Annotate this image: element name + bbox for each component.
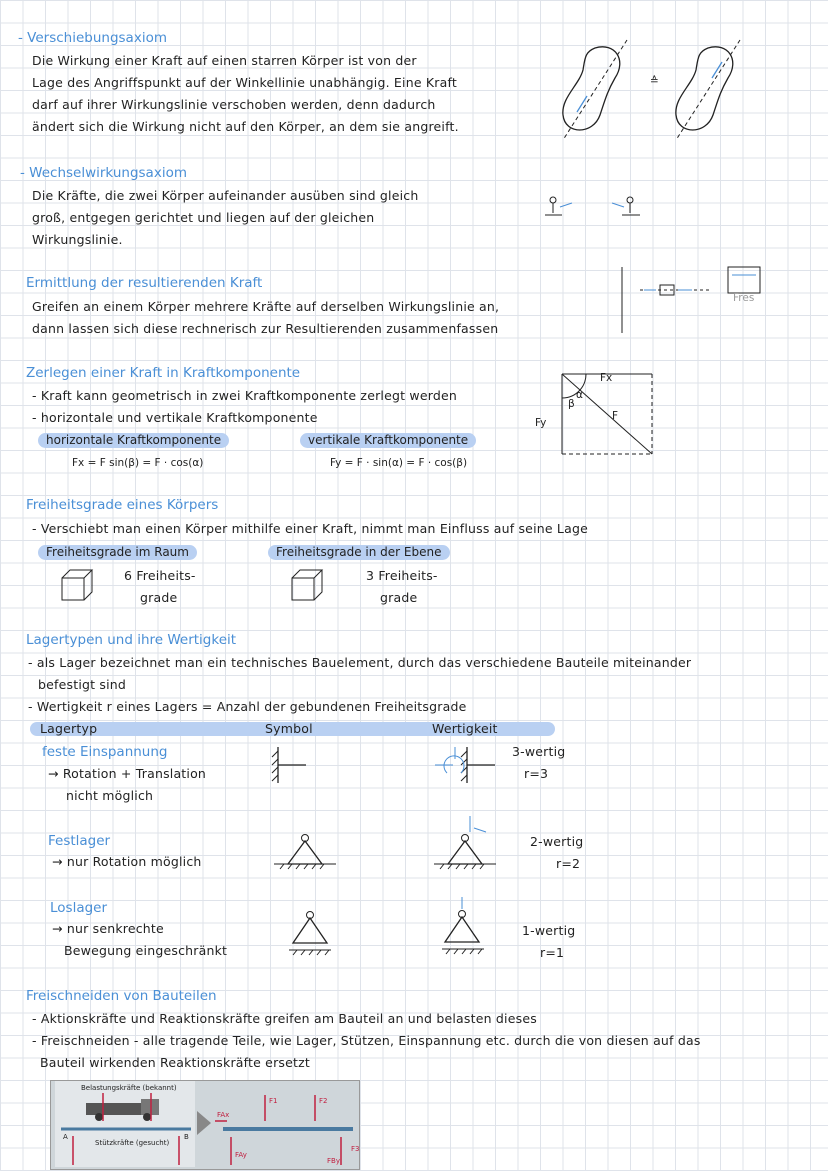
row-feste-einspannung-name: feste Einspannung — [42, 744, 168, 760]
resultierende-text — [32, 296, 499, 340]
col-wertigkeit: Wertigkeit — [432, 721, 498, 736]
photo-label-a: A — [63, 1133, 68, 1141]
freiheitsgrade-raum-label: Freiheitsgrade im Raum — [38, 545, 197, 560]
loslager-symbol — [285, 910, 335, 958]
text-line: → nur senkrechte — [52, 921, 164, 936]
raum-count — [124, 565, 196, 609]
text-line: r=2 — [556, 856, 581, 871]
fres-label: Fres — [733, 292, 755, 304]
einspannung-forces-figure — [425, 745, 500, 785]
col-symbol: Symbol — [265, 721, 313, 736]
text-line: - Wertigkeit r eines Lagers = Anzahl der gebundenen Freiheitsgrade — [28, 699, 467, 714]
force-label-f2: F2 — [319, 1097, 328, 1105]
freiheitsgrade-ebene-label: Freiheitsgrade in der Ebene — [268, 545, 450, 560]
photo-top-label: Belastungskräfte (bekannt) — [81, 1084, 177, 1092]
wechselwirkung-figure — [540, 195, 650, 225]
fx-label: Fx — [600, 372, 613, 384]
text-line: 6 Freiheits- — [124, 568, 196, 583]
col-lagertyp: Lagertyp — [40, 721, 98, 736]
row-loslager-name: Loslager — [50, 900, 108, 916]
vertical-formula: Fy = F · sin(α) = F · cos(β) — [330, 457, 468, 469]
cube-ebene-icon — [290, 568, 324, 602]
text-line: - Kraft kann geometrisch in zwei Kraftkomponente zerlegt werden — [32, 388, 457, 403]
text-line: dann lassen sich diese rechnerisch zur Resultierenden zusammenfassen — [32, 321, 499, 336]
section-title-freischneiden: Freischneiden von Bauteilen — [26, 988, 217, 1004]
section-title-resultierende-kraft: Ermittlung der resultierenden Kraft — [26, 275, 263, 291]
verschiebungsaxiom-text — [32, 50, 459, 138]
einspannung-symbol — [270, 745, 310, 785]
festlager-forces-figure — [430, 812, 500, 872]
text-line: Die Wirkung einer Kraft auf einen starren Körper ist von der — [32, 53, 417, 68]
force-label-f1: F1 — [269, 1097, 278, 1105]
equivalence-sign: ≙ — [650, 75, 659, 87]
text-line: Greifen an einem Körper mehrere Kräfte auf derselben Wirkungslinie an, — [32, 299, 500, 314]
horizontal-component-label: horizontale Kraftkomponente — [38, 433, 229, 448]
text-line: Wirkungslinie. — [32, 232, 123, 247]
alpha-label: α — [576, 389, 583, 401]
freischneiden-photo — [50, 1080, 360, 1170]
force-label-fay: FAy — [235, 1151, 247, 1159]
fy-label: Fy — [535, 417, 547, 429]
row-festlager-desc: → nur Rotation möglich — [52, 854, 202, 869]
text-line: 1-wertig — [522, 923, 576, 938]
text-line: 3 Freiheits- — [366, 568, 438, 583]
blob-figure-right — [668, 40, 758, 140]
text-line: r=3 — [524, 766, 549, 781]
section-title-zerlegen: Zerlegen einer Kraft in Kraftkomponente — [26, 365, 301, 381]
freischneiden-text — [32, 1008, 701, 1074]
section-title-lagertypen: Lagertypen und ihre Wertigkeit — [26, 632, 237, 648]
text-line: Bauteil wirkenden Reaktionskräfte ersetzt — [40, 1055, 310, 1070]
text-line: Bewegung eingeschränkt — [64, 943, 228, 958]
text-line: → Rotation + Translation — [48, 766, 207, 781]
text-line: nicht möglich — [66, 788, 154, 803]
blob-figure-left — [555, 40, 645, 140]
vertical-component-label: vertikale Kraftkomponente — [300, 433, 476, 448]
text-line: 2-wertig — [530, 834, 584, 849]
zerlegen-text — [32, 385, 457, 429]
photo-bottom-label: Stützkräfte (gesucht) — [95, 1139, 170, 1147]
section-title-freiheitsgrade: Freiheitsgrade eines Körpers — [26, 497, 219, 513]
beta-label: β — [568, 398, 575, 410]
text-line: - Aktionskräfte und Reaktionskräfte greifen am Bauteil an und belasten dieses — [32, 1011, 537, 1026]
loslager-forces-figure — [440, 895, 490, 957]
row-loslager-desc — [52, 918, 227, 962]
text-line: grade — [140, 590, 178, 605]
text-line: Lage des Angriffspunkt auf der Winkellinie unabhängig. Eine Kraft — [32, 75, 457, 90]
text-line: befestigt sind — [38, 677, 127, 692]
text-line: darf auf ihrer Wirkungslinie verschoben werden, denn dadurch — [32, 97, 436, 112]
cube-raum-icon — [60, 568, 94, 602]
row-festlager-wertigkeit — [530, 831, 583, 875]
text-line: - horizontale und vertikale Kraftkomponente — [32, 410, 318, 425]
row-feste-einspannung-desc — [48, 763, 206, 807]
text-line: ändert sich die Wirkung nicht auf den Körper, an dem sie angreift. — [32, 119, 459, 134]
row-loslager-wertigkeit — [522, 920, 575, 964]
force-label-fax: FAx — [217, 1111, 230, 1119]
section-title-wechselwirkungsaxiom: - Wechselwirkungsaxiom — [20, 165, 187, 181]
photo-left-forces — [61, 1081, 191, 1167]
force-label-f3: F3 — [351, 1145, 360, 1153]
freiheitsgrade-text: - Verschiebt man einen Körper mithilfe einer Kraft, nimmt man Einfluss auf seine Lage — [32, 521, 588, 536]
ebene-count — [366, 565, 438, 609]
horizontal-formula: Fx = F sin(β) = F · cos(α) — [72, 457, 204, 469]
text-line: 3-wertig — [512, 744, 566, 759]
text-line: - Freischneiden - alle tragende Teile, wie Lager, Stützen, Einspannung etc. durch die von diesen auf das — [32, 1033, 701, 1048]
section-title-verschiebungsaxiom: - Verschiebungsaxiom — [18, 30, 167, 46]
wechselwirkungsaxiom-text — [32, 185, 418, 251]
row-festlager-name: Festlager — [48, 833, 111, 849]
row-feste-einspannung-wertigkeit — [512, 741, 565, 785]
text-line: r=1 — [540, 945, 565, 960]
text-line: groß, entgegen gerichtet und liegen auf der gleichen — [32, 210, 375, 225]
force-label-fby: FBy — [327, 1157, 340, 1165]
festlager-symbol — [270, 832, 340, 872]
arrow-right-icon — [197, 1111, 211, 1135]
text-line: grade — [380, 590, 418, 605]
f-label: F — [612, 410, 619, 422]
text-line: Die Kräfte, die zwei Körper aufeinander ausüben sind gleich — [32, 188, 419, 203]
photo-label-b: B — [184, 1133, 189, 1141]
text-line: - als Lager bezeichnet man ein technisches Bauelement, durch das verschiedene Bauteile miteinander — [28, 655, 692, 670]
lagertypen-text — [28, 652, 691, 718]
